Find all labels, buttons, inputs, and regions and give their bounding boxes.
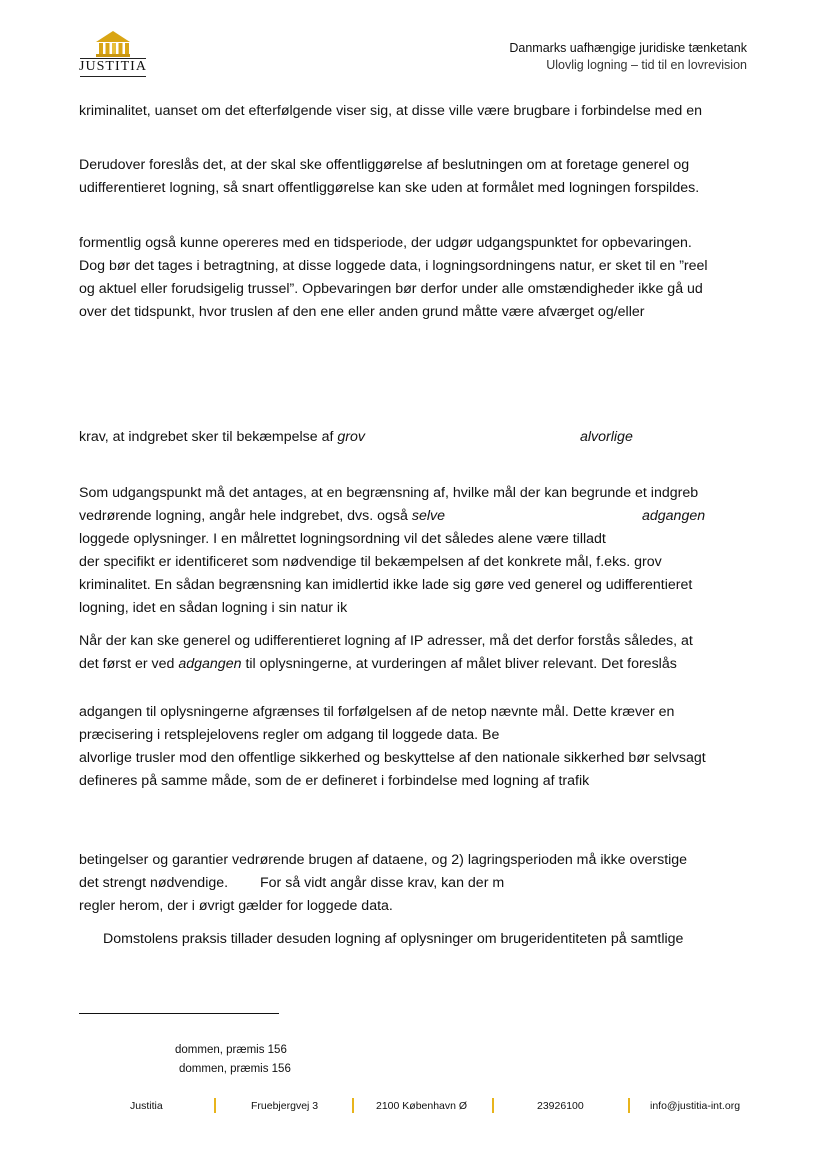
italic-term: grov: [337, 429, 366, 445]
paragraph-line: [79, 654, 677, 674]
paragraph-line: Domstolens praksis tillader desuden logning af oplysninger om brugeridentiteten på samtlige: [103, 931, 684, 947]
paragraph-line: Dog bør det tages i betragtning, at disse loggede data, i logningsordningens natur, er sket til en ”reel: [79, 258, 708, 274]
logo-wordmark: JUSTITIA: [79, 59, 147, 74]
paragraph-line: adgangen til oplysningerne afgrænses til forfølgelsen af de netop nævnte mål. Dette kræver en: [79, 704, 675, 720]
paragraph-line: udifferentieret logning, så snart offentliggørelse kan ske uden at formålet med logningen forspildes.: [79, 180, 700, 196]
italic-term: adgangen: [178, 656, 242, 672]
document-title: Ulovlig logning – tid til en lovrevision: [546, 58, 747, 72]
columns-emblem-icon: [78, 30, 148, 58]
text-segment: krav, at indgrebet sker til bekæmpelse af: [79, 429, 334, 445]
footer-email[interactable]: info@justitia-int.org: [650, 1100, 741, 1112]
footer-org: Justitia: [130, 1100, 163, 1112]
paragraph-line: præcisering i retsplejelovens regler om adgang til loggede data. Be: [79, 727, 500, 743]
paragraph-line: [79, 506, 445, 526]
text-segment: det først er ved: [79, 656, 175, 672]
footnote: dommen, præmis 156: [179, 1063, 291, 1075]
paragraph-line: Som udgangspunkt må det antages, at en begrænsning af, hvilke mål der kan begrunde et indgreb: [79, 485, 699, 501]
paragraph-line: over det tidspunkt, hvor truslen af den ene eller anden grund måtte være afværget og/eller: [79, 304, 645, 320]
footer-city: 2100 København Ø: [376, 1100, 468, 1112]
paragraph-line: formentlig også kunne opereres med en tidsperiode, der udgør udgangspunktet for opbevaringen.: [79, 235, 692, 251]
italic-term: alvorlige: [580, 429, 633, 445]
justitia-logo: [78, 30, 148, 78]
paragraph-line: Derudover foreslås det, at der skal ske offentliggørelse af beslutningen om at foretage generel og: [79, 157, 690, 173]
italic-term: adgangen: [642, 508, 706, 524]
footnote: dommen, præmis 156: [175, 1044, 287, 1056]
paragraph-line: kriminalitet, uanset om det efterfølgende viser sig, at disse ville være brugbare i forbindelse med en: [79, 103, 702, 119]
text-segment: vedrørende logning, angår hele indgrebet, dvs. også: [79, 508, 408, 524]
footnote-separator: [79, 1013, 279, 1014]
paragraph-line: alvorlige trusler mod den offentlige sikkerhed og beskyttelse af den nationale sikkerhed bør selvsagt: [79, 750, 706, 766]
paragraph-line: [79, 427, 365, 447]
paragraph-line: regler herom, der i øvrigt gælder for loggede data.: [79, 898, 393, 914]
footer-street: Fruebjergvej 3: [251, 1100, 319, 1112]
italic-term: [580, 427, 633, 447]
footer-separator: [214, 1098, 216, 1113]
footer-separator: [352, 1098, 354, 1113]
paragraph-line: der specifikt er identificeret som nødvendige til bekæmpelsen af det konkrete mål, f.eks. grov: [79, 554, 662, 570]
italic-term: [642, 506, 705, 526]
paragraph-line: loggede oplysninger. I en målrettet logningsordning vil det således alene være tilladt: [79, 531, 606, 547]
footer-separator: [628, 1098, 630, 1113]
italic-term: selve: [411, 508, 445, 524]
paragraph-line: Når der kan ske generel og udifferentieret logning af IP adresser, må det derfor forstås således, at: [79, 633, 693, 649]
paragraph-line: logning, idet en sådan logning i sin natur ik: [79, 600, 348, 616]
paragraph-line: betingelser og garantier vedrørende brugen af dataene, og 2) lagringsperioden må ikke overstige: [79, 852, 688, 868]
footer-phone: 23926100: [537, 1100, 584, 1112]
text-segment: til oplysningerne, at vurderingen af målet bliver relevant. Det foreslås: [245, 656, 677, 672]
organization-name: Danmarks uafhængige juridiske tænketank: [509, 41, 747, 55]
paragraph-line: For så vidt angår disse krav, kan der m: [260, 875, 505, 891]
paragraph-line: og aktuel eller forudsigelig trussel”. Opbevaringen bør derfor under alle omstændigheder ikke gå ud: [79, 281, 703, 297]
paragraph-line: det strengt nødvendige.: [79, 875, 229, 891]
paragraph-line: defineres på samme måde, som de er defineret i forbindelse med logning af trafik: [79, 773, 590, 789]
paragraph-line: kriminalitet. En sådan begrænsning kan imidlertid ikke lade sig gøre ved generel og udifferentieret: [79, 577, 693, 593]
footer-separator: [492, 1098, 494, 1113]
